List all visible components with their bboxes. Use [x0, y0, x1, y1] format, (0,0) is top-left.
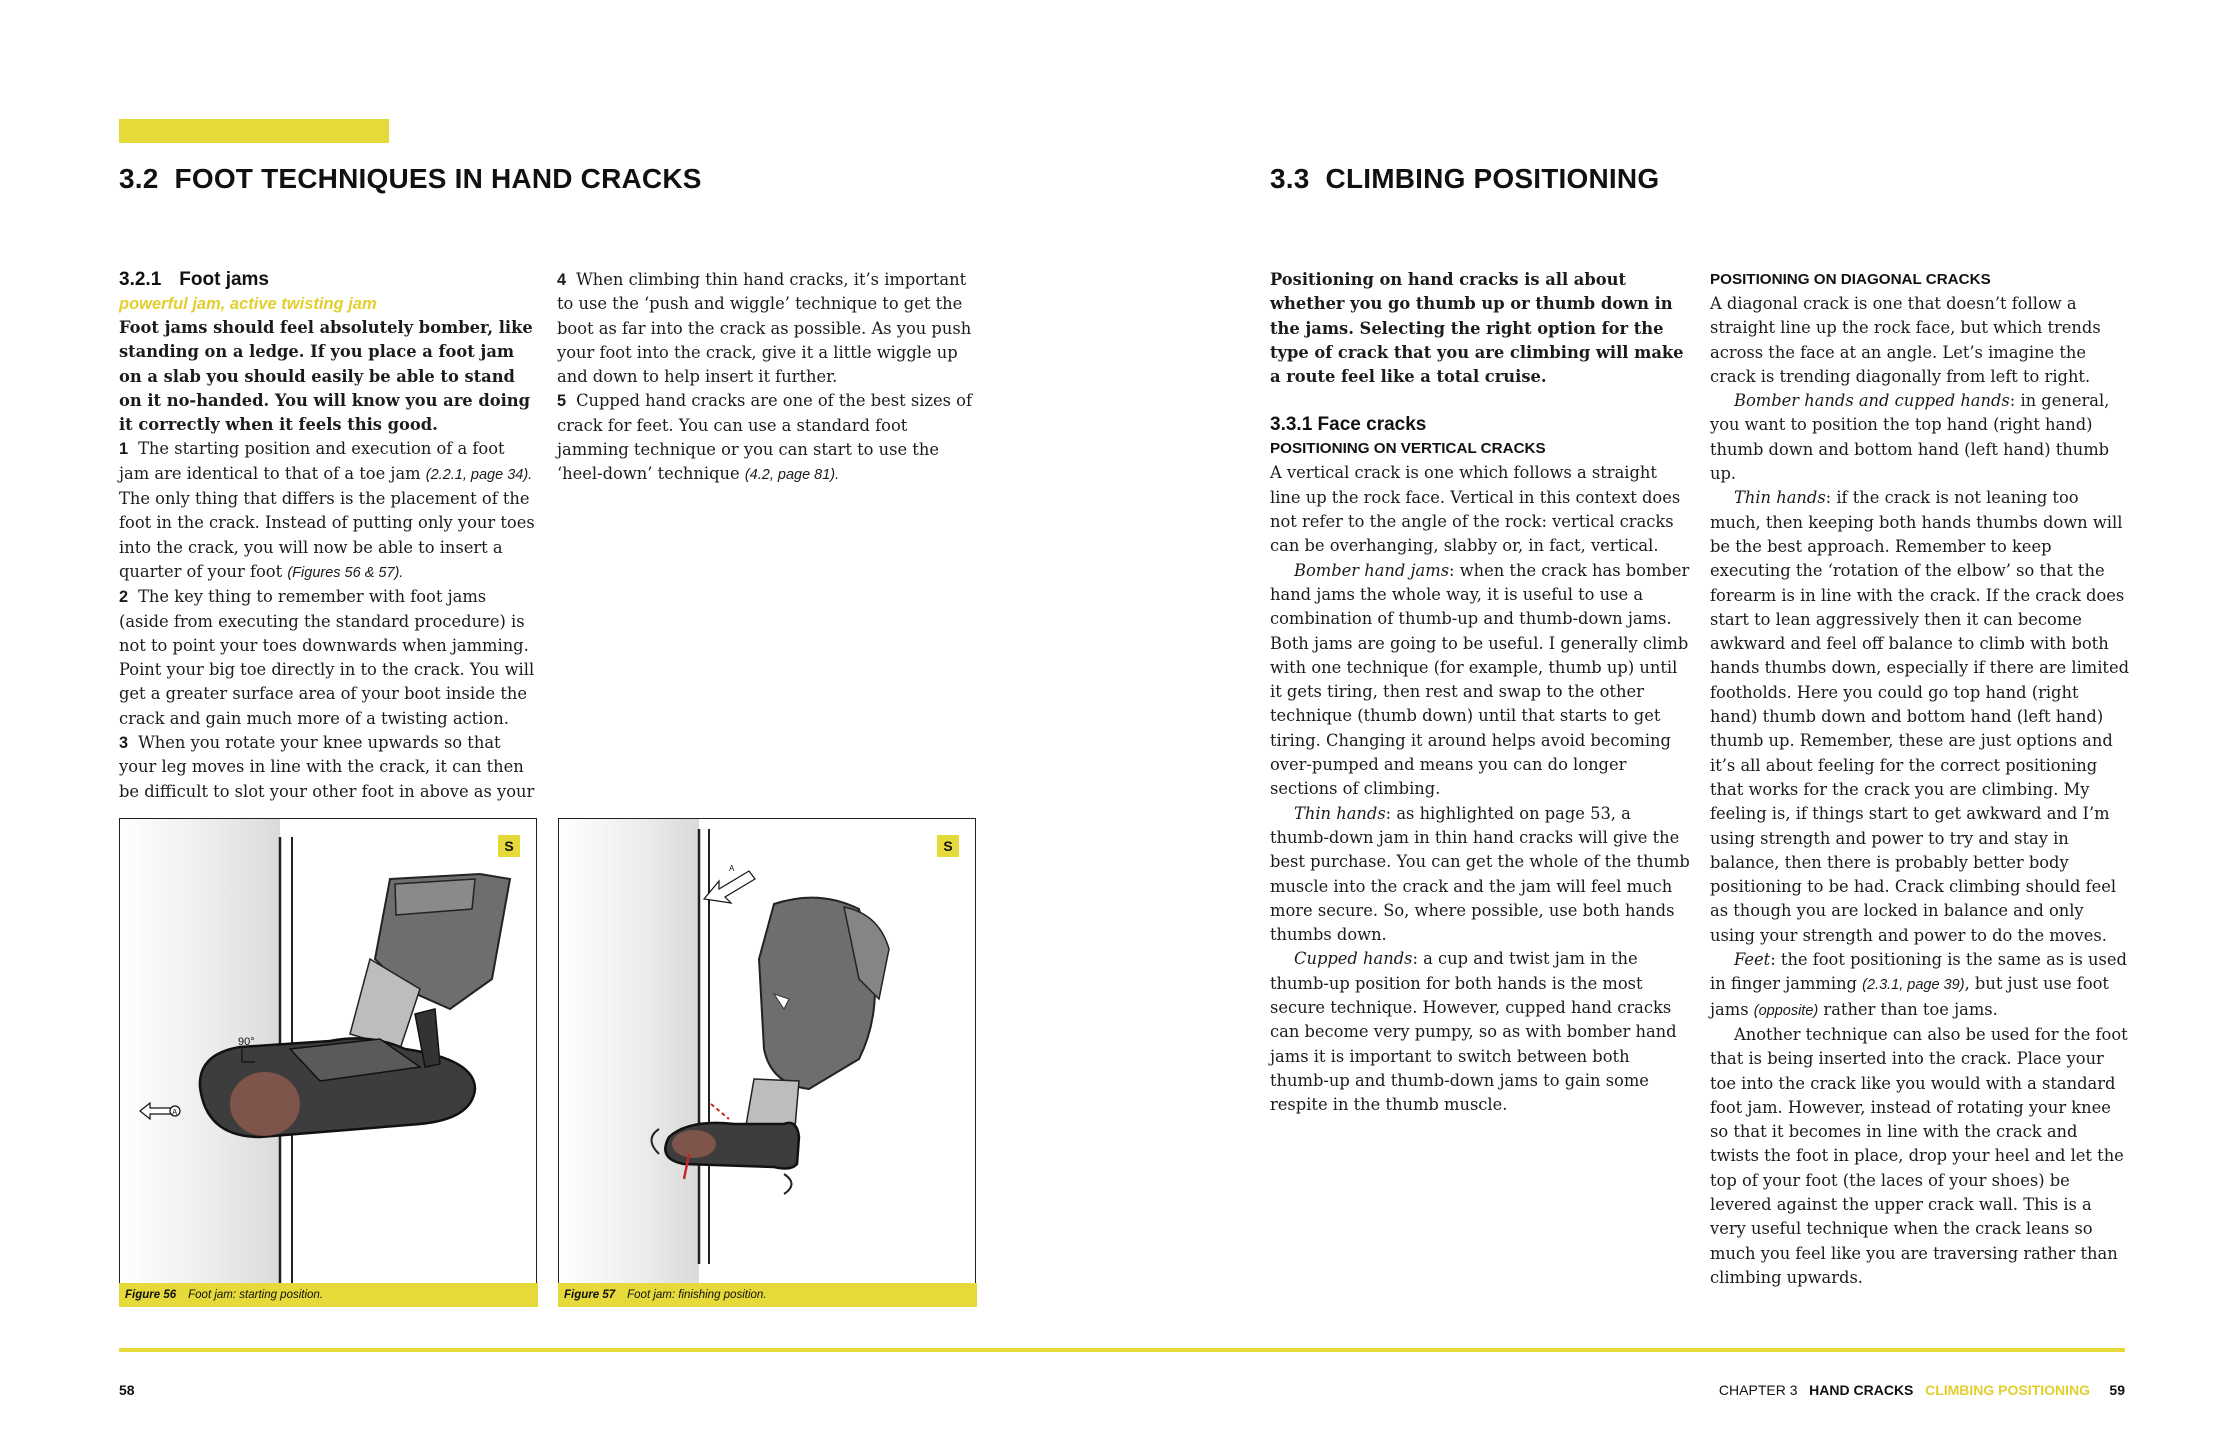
paragraph-1-continued: The only thing that differs is the placement of the foot in the crack. Instead of putting only your toes into the crack, you will now be able to insert a quarter of your foot	[119, 489, 535, 581]
cross-reference: (2.3.1, page 39)	[1862, 977, 1965, 994]
feet-text-end: rather than toe jams.	[1818, 999, 1998, 1019]
footer-topic: CLIMBING POSITIONING	[1925, 1382, 2090, 1398]
thin-hands-paragraph	[1270, 802, 1690, 948]
another-technique-paragraph: Another technique can also be used for the foot that is being inserted into the crack. Place your toe into the crack like you would with a standard foot jam. However, instead of rotating your knee so that it becomes in line with the crack and twists the foot in place, drop your heel and let the top of your foot (the laces of your shoes) be levered against the upper crack wall. This is a very useful technique when the crack leans so much you feel like you are traversing rather than climbing upwards.	[1710, 1024, 2128, 1287]
paragraph-2-text: The key thing to remember with foot jams (aside from executing the standard procedure) is not to point your toes downwards when jamming. Point your big toe directly in to the crack. You will get a greater surface area of your boot inside the crack and gain much more of a twisting action.	[119, 587, 535, 728]
figure-label: Figure 56	[125, 1289, 177, 1301]
subsection-heading	[119, 268, 539, 292]
page-number: 59	[2109, 1382, 2125, 1398]
angle-label: 90°	[238, 1036, 255, 1048]
foot-jam-start-drawing	[120, 819, 536, 1284]
figure-caption-text: Foot jam: starting position.	[188, 1289, 324, 1301]
vertical-cracks-text: A vertical crack is one which follows a straight line up the rock face. Vertical in this context does not refer to the angle of the rock: vertical cracks can be overhanging, slabby or, in fact, vertical.	[1270, 463, 1681, 556]
diagonal-bomber-text: : in general, you want to position the top hand (right hand) thumb down and bottom hand (left hand) thumb up.	[1710, 391, 2110, 484]
arrow-label: A	[729, 864, 735, 873]
subsection-number: 3.2.1	[119, 269, 162, 290]
cupped-hands-paragraph	[1270, 947, 1690, 1117]
paragraph-2	[119, 585, 539, 731]
section-title-3-3	[1270, 163, 1659, 195]
feet-paragraph	[1710, 948, 2130, 1023]
subsection-tagline: powerful jam, active twisting jam	[119, 295, 377, 313]
section-title-text: CLIMBING POSITIONING	[1325, 163, 1660, 194]
section-title-text: FOOT TECHNIQUES IN HAND CRACKS	[174, 163, 702, 194]
paragraph-number: 2	[119, 588, 129, 607]
page-number: 58	[119, 1382, 135, 1398]
running-footer-right	[1719, 1382, 2125, 1398]
rotation-arrow-right	[784, 1174, 792, 1194]
figure-56-caption	[119, 1283, 538, 1307]
paragraph-3	[119, 731, 539, 804]
paragraph-number: 5	[557, 392, 567, 411]
paragraph-4	[557, 268, 977, 389]
right-column-2	[1710, 268, 2130, 1290]
spacer	[1270, 389, 1690, 413]
direction-arrow-icon	[704, 871, 755, 903]
figure-badge: S	[498, 835, 520, 857]
paragraph-5	[557, 389, 977, 487]
figure-56-illustration	[119, 818, 537, 1285]
paragraph-1-text: The starting position and execution of a foot jam are identical to that of a toe jam	[119, 439, 505, 483]
diagonal-thin-text: : if the crack is not leaning too much, then keeping both hands thumbs down will be the best approach. Remember to keep executing the ‘rotation of the elbow’ so that the forearm is in line with the crack. If the crack does start to lean aggressively then it can become awkward and feel off balance to climb with both hands thumbs down, especially if there are limited footholds. Here you could go top hand (right hand) thumb down and bottom hand (left hand) thumb up. Remember, these are just options and it’s all about feeling for the correct positioning that works for the crack you are climbing. My feeling is, if things start to get awkward and I’m using strength and power to try and stay in balance, then there is probably better body positioning to be had. Crack climbing should feel as though you are locked in balance and only using your strength and power to do the moves.	[1710, 488, 2130, 945]
term-bomber-hand-jams: Bomber hand jams	[1294, 560, 1450, 580]
left-column-2	[557, 268, 977, 488]
figure-caption-text: Foot jam: finishing position.	[627, 1289, 767, 1301]
paragraph-1	[119, 437, 539, 487]
left-column-1	[119, 268, 539, 804]
intro-paragraph: Foot jams should feel absolutely bomber, like standing on a ledge. If you place a foot jam on a slab you should easily be able to stand on it no-handed. You will know you are doing it correctly when it feels this good.	[119, 318, 533, 435]
cross-reference: (2.2.1, page 34).	[425, 466, 533, 483]
section-title-3-2	[119, 163, 702, 195]
intro-paragraph: Positioning on hand cracks is all about whether you go thumb up or thumb down in the jams. Selecting the right option for the type of crack that you are climbing will make a route feel like a total cruise.	[1270, 270, 1684, 387]
figure-reference: (Figures 56 & 57).	[287, 564, 404, 581]
section-accent-bar	[119, 119, 389, 143]
red-force-arrow-up	[711, 1104, 729, 1119]
figure-label: Figure 57	[564, 1289, 616, 1301]
diagonal-cracks-heading: POSITIONING ON DIAGONAL CRACKS	[1710, 271, 1991, 288]
figure-57-illustration	[558, 818, 976, 1285]
cupped-text: : a cup and twist jam in the thumb-up position for both hands is the most secure technique. However, cupped hand cracks can become very pumpy, so as with bomber hand jams it is important to switch between both thumb-up and thumb-down jams to gain some respite in the thumb muscle.	[1270, 949, 1677, 1115]
vertical-cracks-heading: POSITIONING ON VERTICAL CRACKS	[1270, 440, 1546, 458]
footer-part: HAND CRACKS	[1809, 1382, 1914, 1398]
feet-text-mid: , but just use foot jams	[1710, 974, 2109, 1019]
footer-chapter: CHAPTER 3	[1718, 1382, 1798, 1398]
diagonal-bomber-paragraph	[1710, 389, 2130, 486]
term-thin-hands: Thin hands	[1734, 488, 1826, 508]
section-number: 3.3	[1270, 163, 1310, 194]
paragraph-4-text: When climbing thin hand cracks, it’s important to use the ‘push and wiggle’ technique to get the boot as far into the crack as possible. As you push your foot into the crack, give it a little wiggle up and down to help insert it further.	[557, 270, 972, 387]
figure-badge: S	[937, 835, 959, 857]
paragraph-number: 1	[119, 440, 129, 459]
diagonal-cracks-text: A diagonal crack is one that doesn’t follow a straight line up the rock face, but which trends across the face at an angle. Let’s imagine the crack is trending diagonally from left to right.	[1710, 294, 2101, 386]
trouser-cuff	[395, 879, 475, 915]
term-bomber-cupped: Bomber hands and cupped hands	[1734, 391, 2010, 411]
thin-text: : as highlighted on page 53, a thumb-down jam in thin hand cracks will give the best purchase. You can get the whole of the thumb muscle into the crack and the jam will feel much more secure. So, where possible, use both hands thumbs down.	[1270, 803, 1690, 945]
term-cupped-hands: Cupped hands	[1294, 949, 1413, 969]
page-number-left	[119, 1382, 135, 1398]
paragraph-3-text: When you rotate your knee upwards so that your leg moves in line with the crack, it can then be difficult to slot your other foot in above as your	[119, 733, 535, 801]
contact-highlight	[672, 1130, 716, 1158]
term-feet: Feet	[1734, 950, 1771, 970]
section-number: 3.2	[119, 163, 159, 194]
rock-face	[559, 819, 699, 1284]
feet-text: : the foot positioning is the same as is used in finger jamming	[1710, 950, 2127, 994]
figure-57-caption	[558, 1283, 977, 1307]
right-column-1	[1270, 268, 1690, 1118]
diagonal-thin-paragraph	[1710, 486, 2130, 948]
subsection-heading: 3.3.1 Face cracks	[1270, 414, 1427, 436]
bomber-text: : when the crack has bomber hand jams the whole way, it is useful to use a combination of thumb-up and thumb-down jams. Both jams are going to be useful. I generally climb with one technique (for example, thumb up) until it gets tiring, then rest and swap to the other technique (thumb down) until that starts to get tiring. Changing it around helps avoid becoming over-pumped and means you can do longer sections of climbing.	[1270, 560, 1690, 799]
term-thin-hands: Thin hands	[1294, 803, 1386, 823]
foot-jam-finish-drawing	[559, 819, 975, 1284]
paragraph-5-text: Cupped hand cracks are one of the best sizes of crack for feet. You can use a standard foot jamming technique or you can start to use the ‘heel-down’ technique	[557, 391, 972, 484]
paragraph-number: 4	[557, 271, 567, 289]
contact-highlight	[230, 1072, 300, 1136]
cross-reference: (opposite)	[1753, 1002, 1819, 1019]
footer-rule	[119, 1348, 2125, 1352]
subsection-title: Foot jams	[179, 269, 269, 290]
cross-reference: (4.2, page 81).	[744, 467, 840, 484]
paragraph-1-cont	[119, 487, 539, 585]
paragraph-number: 3	[119, 734, 129, 753]
bomber-hand-jams-paragraph	[1270, 559, 1690, 802]
arrow-label: A	[172, 1108, 178, 1117]
